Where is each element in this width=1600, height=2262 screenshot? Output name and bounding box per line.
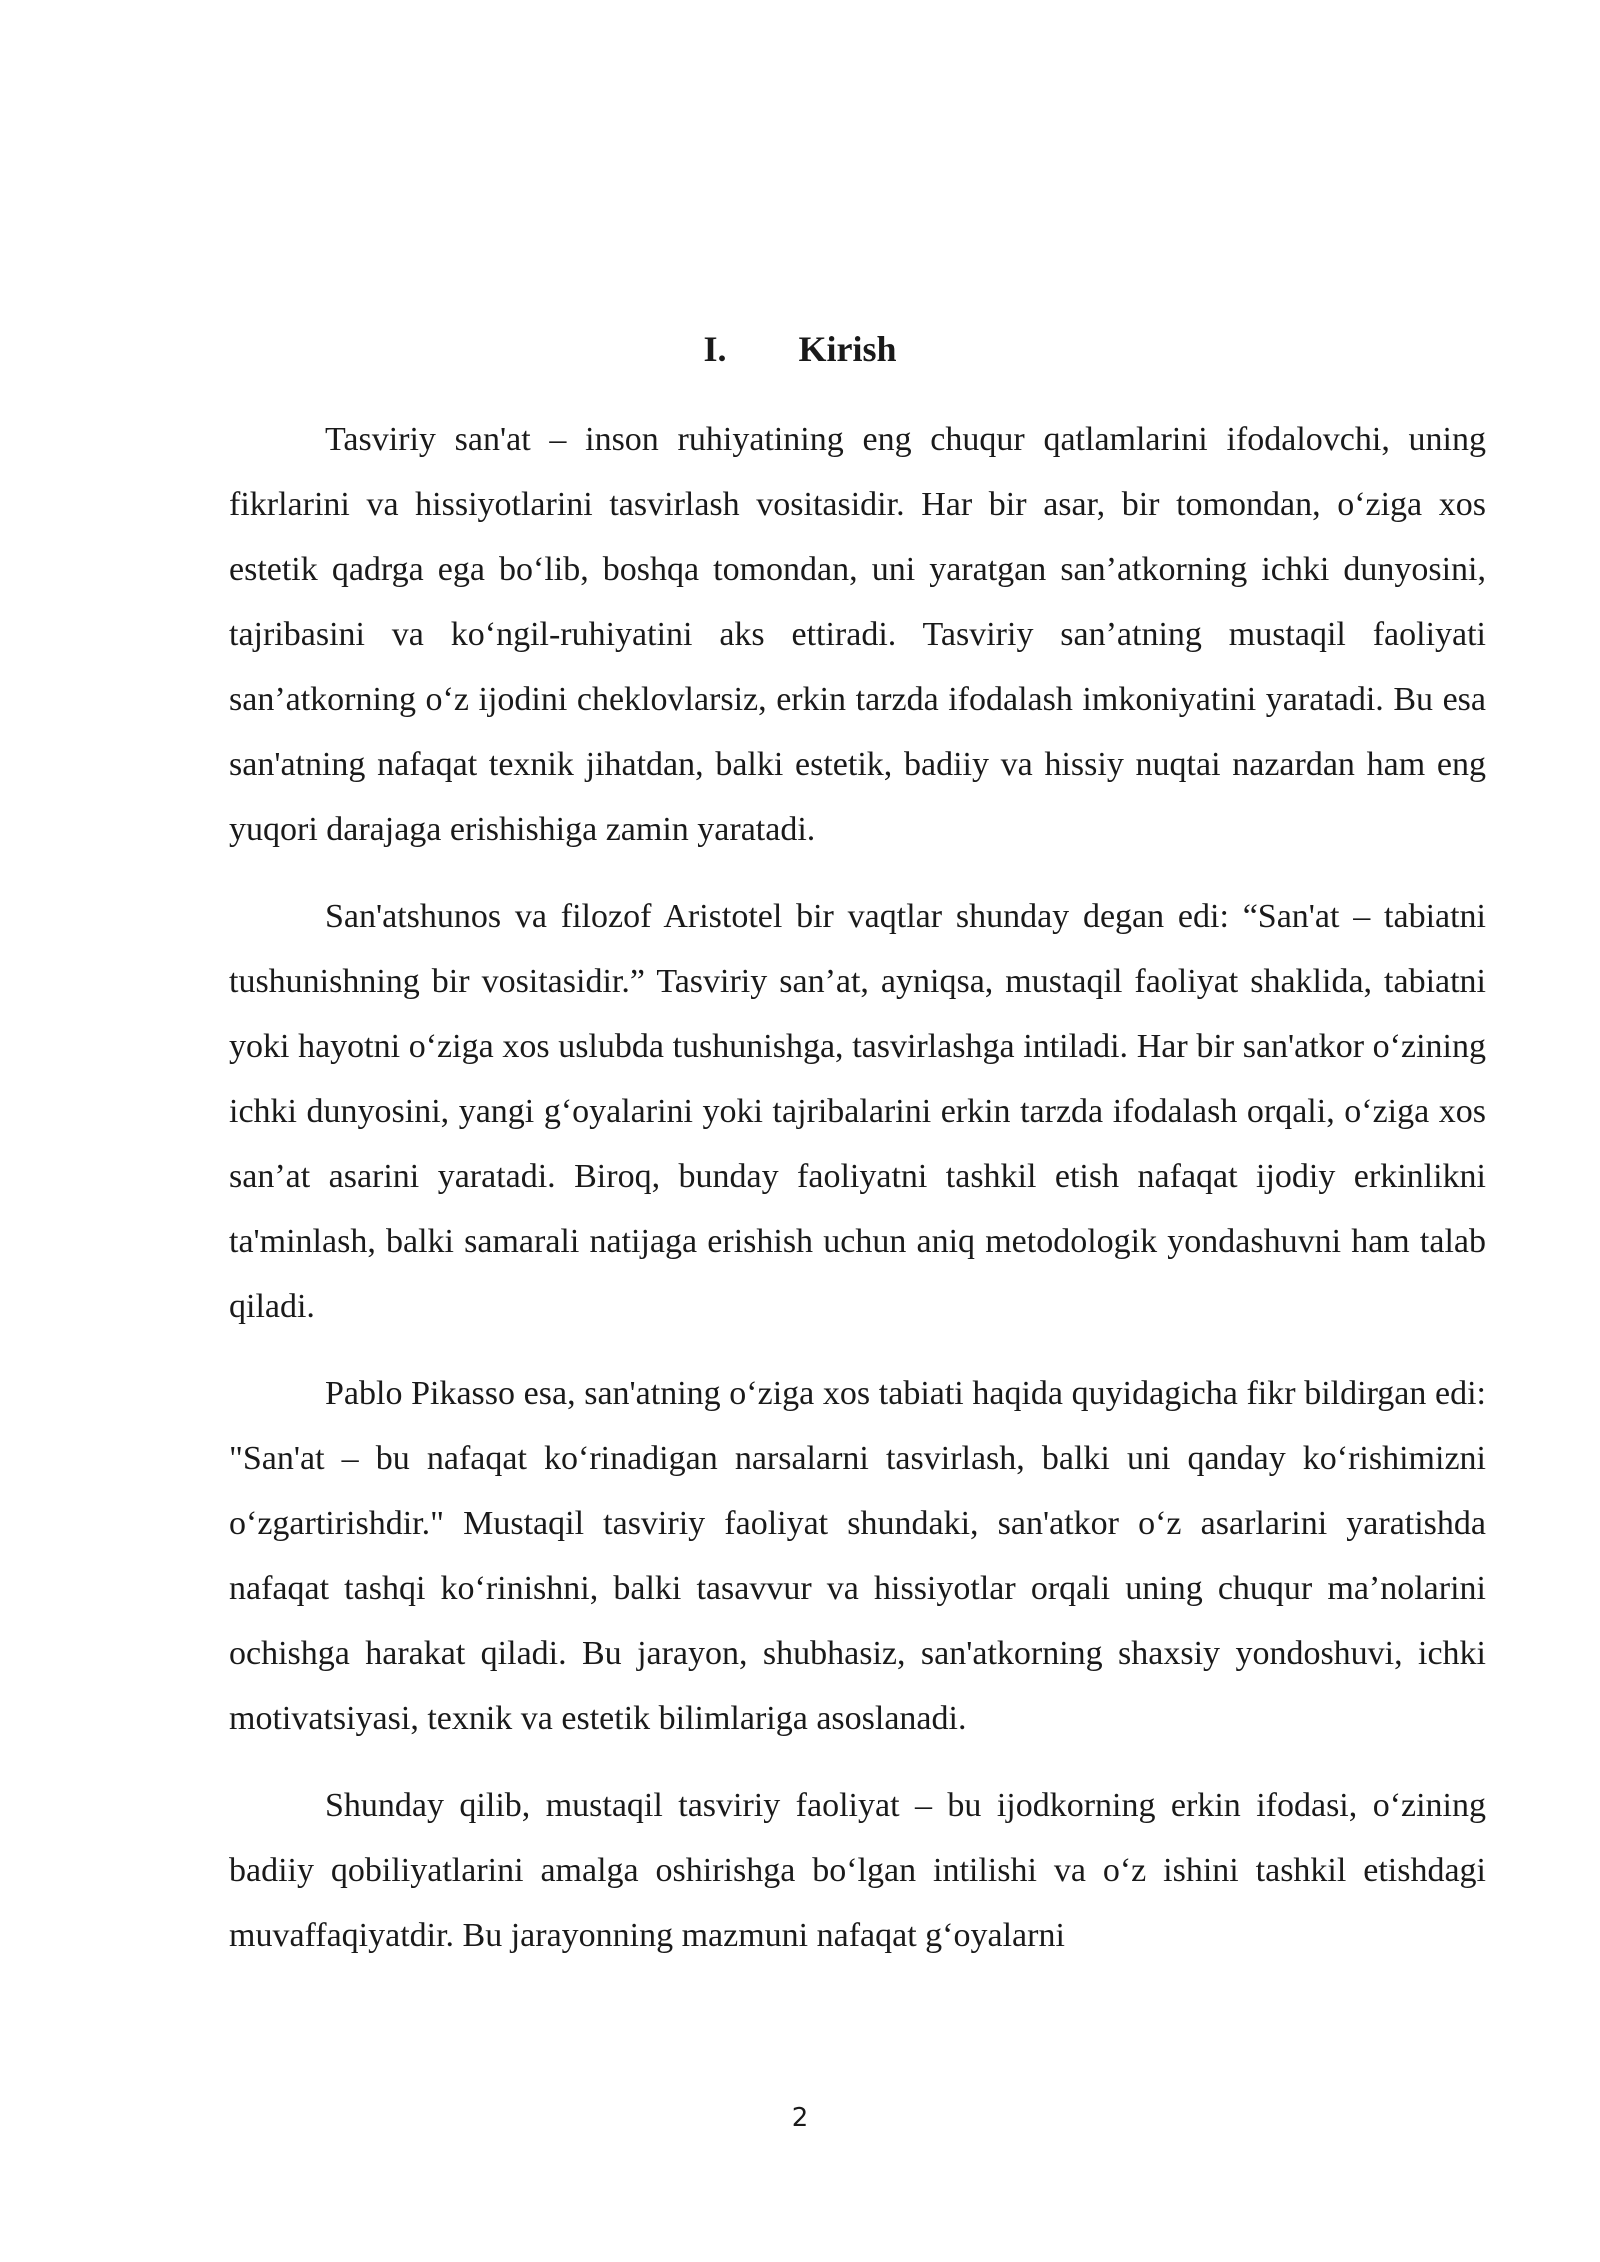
- page-number: 2: [791, 2103, 809, 2133]
- paragraph-4: Shunday qilib, mustaqil tasviriy faoliyat – bu ijodkorning erkin ifodasi, o‘zining badiiy qobiliyatlarini amalga oshirishga bo‘lgan intilishi va o‘z ishini tashkil etishdagi muvaffaqiyatdir. Bu jarayonning mazmuni nafaqat g‘oyalarni: [229, 1787, 1486, 1954]
- paragraph-1: Tasviriy san'at – inson ruhiyatining eng chuqur qatlamlarini ifodalovchi, uning fikrlarini va hissiyotlarini tasvirlash vositasidir. Har bir asar, bir tomondan, o‘ziga xos estetik qadrga ega bo‘lib, boshqa tomondan, uni yaratgan san’atkorning ichki dunyosini, tajribasini va ko‘ngil-ruhiyatini aks ettiradi. Tasviriy san’atning mustaqil faoliyati san’atkorning o‘z ijodini cheklovlarsiz, erkin tarzda ifodalash imkoniyatini yaratadi. Bu esa san'atning nafaqat texnik jihatdan, balki estetik, badiiy va hissiy nuqtai nazardan ham eng yuqori darajaga erishishiga zamin yaratadi.: [229, 421, 1486, 848]
- section-heading: [0, 325, 1600, 373]
- paragraph-3: Pablo Pikasso esa, san'atning o‘ziga xos tabiati haqida quyidagicha fikr bildirgan edi: "San'at – bu nafaqat ko‘rinadigan narsalarni tasvirlash, balki uni qanday ko‘rishimizni o‘zgartirishdir." Mustaqil tasviriy faoliyat shundaki, san'atkor o‘z asarlarini yaratishda nafaqat tashqi ko‘rinishni, balki tasavvur va hissiyotlar orqali uning chuqur ma’nolarini ochishga harakat qiladi. Bu jarayon, shubhasiz, san'atkorning shaxsiy yondoshuvi, ichki motivatsiyasi, texnik va estetik bilimlariga asoslanadi.: [229, 1375, 1486, 1737]
- section-number: I.: [703, 329, 727, 369]
- body-text: [229, 407, 1486, 1990]
- paragraph-2: San'atshunos va filozof Aristotel bir vaqtlar shunday degan edi: “San'at – tabiatni tushunishning bir vositasidir.” Tasviriy san’at, ayniqsa, mustaqil faoliyat shaklida, tabiatni yoki hayotni o‘ziga xos uslubda tushunishga, tasvirlashga intiladi. Har bir san'atkor o‘zining ichki dunyosini, yangi g‘oyalarini yoki tajribalarini erkin tarzda ifodalash orqali, o‘ziga xos san’at asarini yaratadi. Biroq, bunday faoliyatni tashkil etish nafaqat ijodiy erkinlikni ta'minlash, balki samarali natijaga erishish uchun aniq metodologik yondashuvni ham talab qiladi.: [229, 898, 1486, 1325]
- section-title: Kirish: [798, 329, 897, 369]
